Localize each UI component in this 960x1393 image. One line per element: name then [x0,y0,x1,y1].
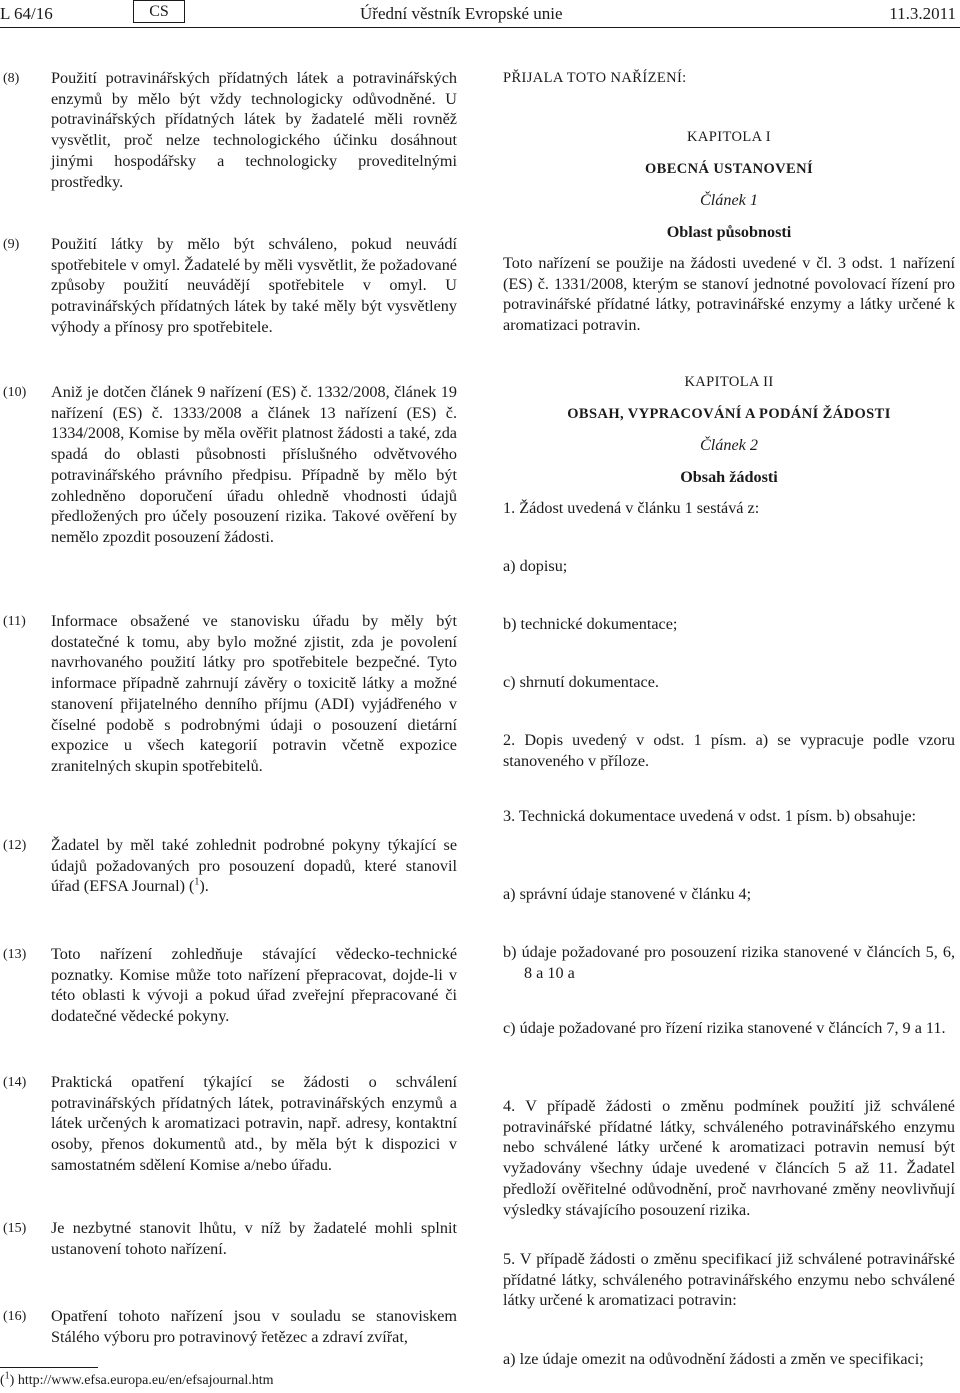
recital-text: Toto nařízení zohledňuje stávající vědecko-technické poznatky. Komise může toto nařízení přepracovat, dojde-li v této oblasti k vývoji a pokud úřad zveřejní přepracované či dodatečné vědecké pokyny. [51,945,457,1026]
recital-number: (16) [3,1309,27,1324]
item-a: a) správní údaje stanovené v článku 4; [503,885,752,903]
language-code-box: CS [133,0,185,23]
item-c: c) údaje požadované pro řízení rizika stanovené v článcích 7, 9 a 11. [503,1019,946,1037]
recital-number: (13) [3,947,27,962]
chapter-title: OBSAH, VYPRACOVÁNÍ A PODÁNÍ ŽÁDOSTI [567,406,891,422]
chapter-label: KAPITOLA I [687,129,771,145]
item-b: b) technické dokumentace; [503,615,678,633]
recital-text: Aniž je dotčen článek 9 nařízení (ES) č. 1332/2008, článek 19 nařízení (ES) č. 1333/2008 a článek 13 nařízení (ES) č. 1334/2008, Komise by měla ověřit platnost žádosti a také, zda spadá do oblasti působnosti příslušného odvětvového potravinářského právního předpisu. Případně by mělo být zohledněno doporučení úřadu ohledně vhodnosti údajů předložených pro účely posouzení rizika. Takové ověření by nemělo zpozdit posouzení žádosti. [51,383,457,546]
journal-title: Úřední věstník Evropské unie [360,4,563,23]
recital-16 [51,1306,457,1347]
recital-text: Informace obsažené ve stanovisku úřadu by měly být dostatečné k tomu, aby bylo možné zjistit, zda je povolení navrhovaného použití látky pro spotřebitele bezpečné. Tyto informace případně zahrnují závěry o toxicitě látky a možné stanovení přijatelného denního příjmu (ADI) vyjádřeného v číselné podobě s podrobnými údaji o posouzení dietární expozice u všech kategorií potravin včetně expozice zranitelných skupin spotřebitelů. [51,612,457,775]
recital-14 [51,1072,457,1176]
item-c: c) shrnutí dokumentace. [503,673,659,691]
article-1-text: Toto nařízení se použije na žádosti uvedené v čl. 3 odst. 1 nařízení (ES) č. 1331/2008, kterým se stanoví jednotné povolovací řízení pro potravinářské přídatné látky, potravinářské enzymy a látky určené k aromatizaci potravin. [503,254,955,335]
recital-text-tail: ). [199,877,209,896]
article-number: Článek 1 [700,191,758,209]
recital-number: (9) [3,237,20,252]
chapter-label: KAPITOLA II [684,374,774,390]
recital-text: Žadatel by měl také zohlednit podrobné pokyny týkající se údajů požadovaných pro posouzení dopadů, které stanovil úřad (EFSA Journal) ( [51,836,457,896]
footnote-mark: 1 [4,1370,10,1382]
recital-text: Opatření tohoto nařízení jsou v souladu se stanoviskem Stálého výboru pro potravinový řetězec a zdraví zvířat, [51,1307,457,1346]
paragraph-1: 1. Žádost uvedená v článku 1 sestává z: [503,499,760,517]
header-rule [0,27,960,28]
item-b: b) údaje požadované pro posouzení rizika stanovené v článcích 5, 6, 8 a 10 a [503,943,955,982]
paragraph-5: 5. V případě žádosti o změnu specifikací již schválené potravinářské přídatné látky, schváleného potravinářského enzymu nebo schválené látky určené k aromatizaci potravin: [503,1250,955,1310]
recital-number: (12) [3,838,27,853]
recital-text: Je nezbytné stanovit lhůtu, v níž by žadatelé mohli splnit ustanovení tohoto nařízení. [51,1219,457,1258]
recital-number: (11) [3,614,26,629]
publication-date: 11.3.2011 [889,4,956,23]
recital-9 [51,234,457,338]
footnote: ($^1$) http://www.efsa.europa.eu/en/efsajournal.htm [0,1370,274,1388]
recital-13 [51,944,457,1027]
recital-number: (10) [3,385,27,400]
footnote-reference: 1 [194,877,200,889]
paragraph-4: 4. V případě žádosti o změnu podmínek použití již schválené potravinářské přídatné látky, schváleného potravinářského enzymu nebo schválené látky určené k aromatizaci potravin nemusí být vyžadovány všechny údaje uvedené v článcích 5 až 11. Žadatel předloží ověřitelné odůvodnění, proč navrhované změny neovlivňují výsledky stávajícího posouzení rizika. [503,1097,955,1219]
item-a: a) dopisu; [503,557,568,575]
recital-text: Praktická opatření týkající se žádosti o schválení potravinářských přídatných látek, potravinářských enzymů a látek určených k aromatizaci potravin, např. adresy, kontaktní osoby, přenos dokumentů atd., by měla být k dispozici v samostatném sdělení Komise a/nebo úřadu. [51,1073,457,1174]
adoption-statement: PŘIJALA TOTO NAŘÍZENÍ: [503,70,687,86]
article-number: Článek 2 [700,436,758,454]
recital-number: (15) [3,1221,27,1236]
recital-number: (14) [3,1075,27,1090]
recital-12 [51,835,457,897]
page-number: L 64/16 [0,4,53,23]
recital-10 [51,382,457,548]
paragraph-3: 3. Technická dokumentace uvedená v odst. 1 písm. b) obsahuje: [503,807,917,825]
recital-text: Použití potravinářských přídatných látek a potravinářských enzymů by mělo být vždy technologicky odůvodněné. U potravinářských přídatných látek by žadatelé měli rovněž vysvětlit, proč nelze technologického účinku dosáhnout jinými hospodářsky a technologicky proveditelnými prostředky. [51,69,457,191]
paragraph-2: 2. Dopis uvedený v odst. 1 písm. a) se vypracuje podle vzoru stanoveného v příloze. [503,731,955,770]
recital-15 [51,1218,457,1259]
chapter-title: OBECNÁ USTANOVENÍ [644,161,814,177]
recital-number: (8) [3,71,20,86]
recital-11 [51,611,457,777]
recital-8 [51,68,457,192]
article-heading: Obsah žádosti [680,468,778,486]
recital-text: Použití látky by mělo být schváleno, pokud neuvádí spotřebitele v omyl. Žadatelé by měli vysvětlit, že požadované způsoby použití neuvádějí spotřebitele v omyl. U potravinářských přídatných látek by také měly být vysvětleny výhody a přínosy pro spotřebitele. [51,235,457,336]
footnote-link[interactable]: http://www.efsa.europa.eu/en/efsajournal.htm [17,1373,274,1388]
item-a: a) lze údaje omezit na odůvodnění žádosti a změn ve specifikaci; [503,1350,924,1368]
article-heading: Oblast působnosti [666,223,792,241]
footnote-rule [0,1367,98,1368]
